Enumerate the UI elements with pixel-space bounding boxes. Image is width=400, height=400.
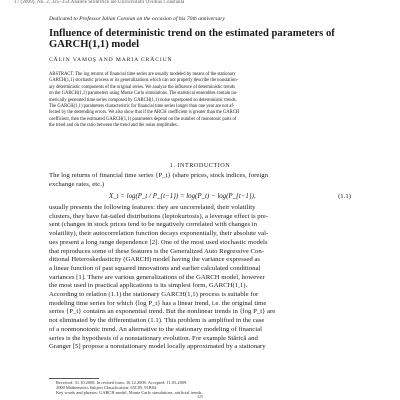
equation: X_t = log(P_t / P_{t−1}) = log(P_t) − log(P_{t−1}), xyxy=(109,192,256,200)
abstract-line: ABSTRACT. The log returns of financial time series are usually modeled by means of the stationary xyxy=(49,72,236,77)
body-line: series {P_t} contains an exponential trend. But the nonlinear trends in {log P_t} are xyxy=(49,308,276,316)
abstract-line: The GARCH(1,1) parameters characteristic for financial time series longer than one year are not af- xyxy=(49,104,235,109)
body-line: variances [1]. There are various generalizations of the GARCH model, however xyxy=(49,273,265,281)
section-heading: 1. INTRODUCTION xyxy=(169,162,231,169)
body-line: usually presents the following features: they are uncorrelated, their volatility xyxy=(49,204,256,211)
body-line: the most used in practical applications is its simplest form, GARCH(1,1). xyxy=(49,282,248,290)
dedication: Dedicated to Professor Iulian Coroian on the occasion of his 70th anniversary xyxy=(49,16,225,22)
body-line: Granger [5] propose a nonstationary model locally approximated by a stationary xyxy=(49,343,266,351)
abstract-line: GARCH(1,1) stochastic process or its generalizations which can not properly describe the nonstation- xyxy=(49,78,239,84)
footnote: Received: 31.10.2008. In revised form: 16.12.2008. Accepted: 11.05.2009. xyxy=(56,380,188,385)
authors: CĂLIN VAMOŞ AND MARIA CRĂCIUN xyxy=(49,57,173,63)
body-line: a linear function of past squared innovations and earlier calculated conditional xyxy=(49,264,261,272)
body-line: modeling time series for which {log P_t} has a linear trend, i.e. the original time xyxy=(49,299,267,307)
abstract-line: ary deterministic components of the original series. We analyze the influence of deterministic trends xyxy=(49,84,235,90)
body-line: not eliminated by the differentiation (1.1). This problem is amplified in the case xyxy=(49,317,265,325)
body-line: ditional Heteroskedasticity (GARCH) model having the variance expressed as xyxy=(49,256,261,264)
abstract-line: merically generated time series composed by GARCH(1,1) noise superposed on deterministic trends. xyxy=(49,97,237,103)
body-line: that reproduces some of these features is the Generalized Auto Regressive Con- xyxy=(49,247,264,255)
abstract-line: coefficient, then the estimated GARCH(1,1) parameters depend on the number of monotonic parts of xyxy=(49,116,237,122)
body-line: exchange rates, etc.) xyxy=(49,180,105,188)
body-line: The log returns of financial time series {P_t} (share prices, stock indices, foreign xyxy=(49,172,269,179)
body-line: series is the hypothesis of a nonstationary evolution. For example Stărică and xyxy=(49,334,258,342)
footnote: 2000 Mathematics Subject Classification: 65C05, 91B84. xyxy=(56,385,158,390)
footnote-rule xyxy=(49,378,99,379)
body-line: volatility), their autocorrelation function decays exponentially, their absolute val- xyxy=(49,230,269,238)
body-line: clusters, they have fat-tailed distributions (leptokurtosis), a leverage effect is pre- xyxy=(49,212,269,220)
body-line: ues present a long range dependence [2]. One of the most used stochastic models xyxy=(49,238,268,246)
equation-number: (1.1) xyxy=(338,192,351,200)
running-head: 17 (2009), No. 2, 325–354 Analele Stiintifice ale Universitatii Ovidius Constanta xyxy=(14,0,185,5)
page-number: 325 xyxy=(197,394,203,399)
body-line: sent (changes in stock prices tend to be negatively correlated with changes in xyxy=(49,221,258,229)
footnote: Key words and phrases: GARCH model, Monte Carlo simulations, artificial trends. xyxy=(56,390,203,395)
paper-title: Influence of deterministic trend on the estimated parameters of GARCH(1,1) model xyxy=(49,28,335,50)
abstract-line: fected by the detrending errors. We also show that if the ARCH coefficient is greater than the GARCH xyxy=(49,110,240,116)
body-line: According to relation (1.1) the stationary GARCH(1,1) process is suitable for xyxy=(49,291,259,298)
abstract-line: on the GARCH(1,1) parameters using Monte Carlo simulations. The statistical ensembles contain nu- xyxy=(49,91,238,97)
abstract-line: the trend and on the ratio between the trend and the noise amplitudes. xyxy=(49,123,178,129)
body-line: of a nonmonotonic trend. An alternative to the stationary modeling of financial xyxy=(49,325,262,333)
